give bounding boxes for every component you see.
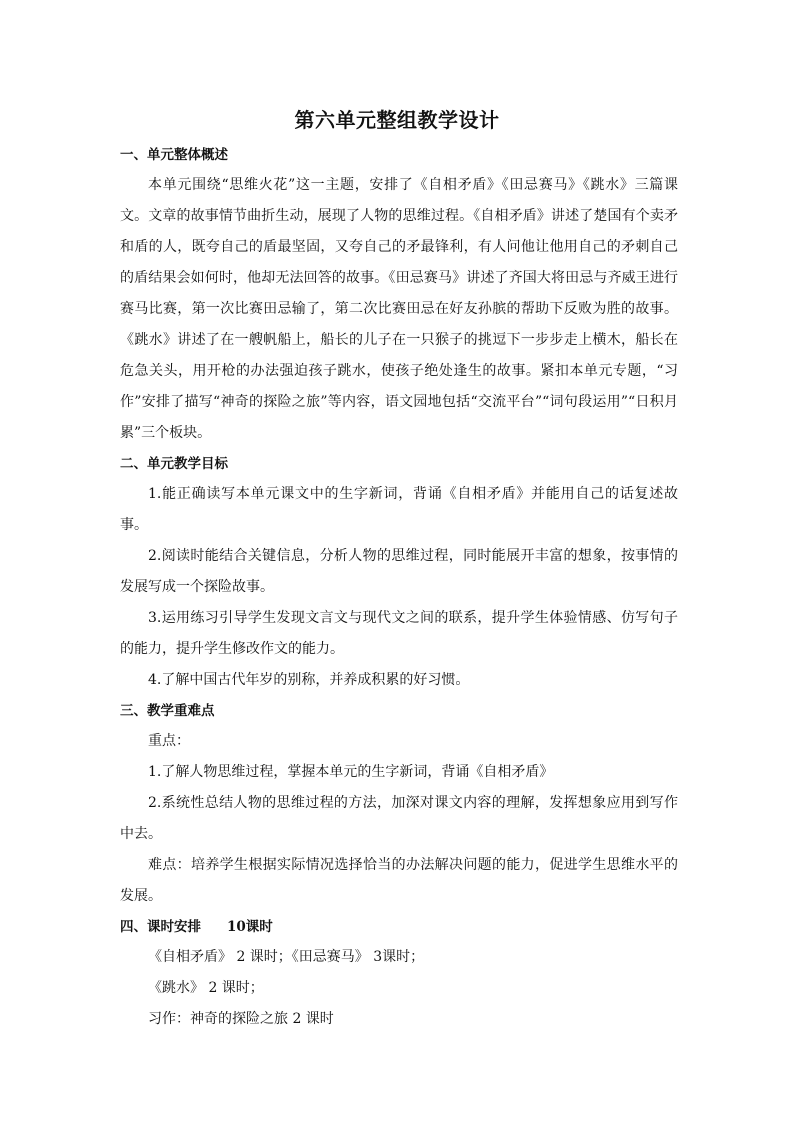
schedule-line-1: 《自相矛盾》 2 课时；《田忌赛马》 3课时； <box>148 949 425 965</box>
section-heading-key-points: 三、教学重难点 <box>120 703 215 719</box>
section-heading-overview: 一、单元整体概述 <box>120 147 228 163</box>
goal-item-4: 4.了解中国古代年岁的别称，并养成积累的好习惯。 <box>148 672 470 688</box>
schedule-line-2: 《跳水》 2 课时； <box>148 980 264 996</box>
goal-item-3: 3.运用练习引导学生发现文言文与现代文之间的联系，提升学生体验情感、仿写句子的能力，提升学生修改作文的能力。 <box>120 610 678 657</box>
schedule-heading-text: 四、课时安排 <box>120 919 201 935</box>
schedule-total: 10课时 <box>227 919 273 935</box>
section-heading-goals: 二、单元教学目标 <box>120 456 228 472</box>
schedule-line-3: 习作：神奇的探险之旅 2 课时 <box>148 1011 334 1027</box>
focus-item-1: 1.了解人物思维过程，掌握本单元的生字新词，背诵《自相矛盾》 <box>148 764 554 780</box>
document-body <box>120 140 678 1035</box>
page-title: 第六单元整组教学设计 <box>294 108 500 132</box>
section-heading-schedule <box>120 912 678 942</box>
goal-item-2: 2.阅读时能结合关键信息，分析人物的思维过程，同时能展开丰富的想象，按事情的发展写成一个探险故事。 <box>120 548 678 595</box>
overview-paragraph: 本单元围绕“思维火花”这一主题，安排了《自相矛盾》《田忌赛马》《跳水》三篇课文。文章的故事情节曲折生动，展现了人物的思维过程。《自相矛盾》讲述了楚国有个卖矛和盾的人，既夸自己的盾最坚固，又夸自己的矛最锋利，有人问他让他用自己的矛刺自己的盾结果会如何时，他却无法回答的故事。《田忌赛马》讲述了齐国大将田忌与齐威王进行赛马比赛，第一次比赛田忌输了，第二次比赛田忌在好友孙膑的帮助下反败为胜的故事。《跳水》讲述了在一艘帆船上，船长的儿子在一只猴子的挑逗下一步步走上横木，船长在危急关头，用开枪的办法强迫孩子跳水，使孩子绝处逢生的故事。紧扣本单元专题，“习作”安排了描写“神奇的探险之旅”等内容，语文园地包括“交流平台”“词句段运用”“日积月累”三个板块。 <box>120 177 678 441</box>
goal-item-1: 1.能正确读写本单元课文中的生字新词，背诵《自相矛盾》并能用自己的话复述故事。 <box>120 486 678 533</box>
focus-item-2: 2.系统性总结人物的思维过程的方法，加深对课文内容的理解，发挥想象应用到写作中去。 <box>120 795 678 842</box>
focus-label: 重点： <box>148 733 190 749</box>
difficulty-paragraph: 难点：培养学生根据实际情况选择恰当的办法解决问题的能力，促进学生思维水平的发展。 <box>120 857 678 904</box>
